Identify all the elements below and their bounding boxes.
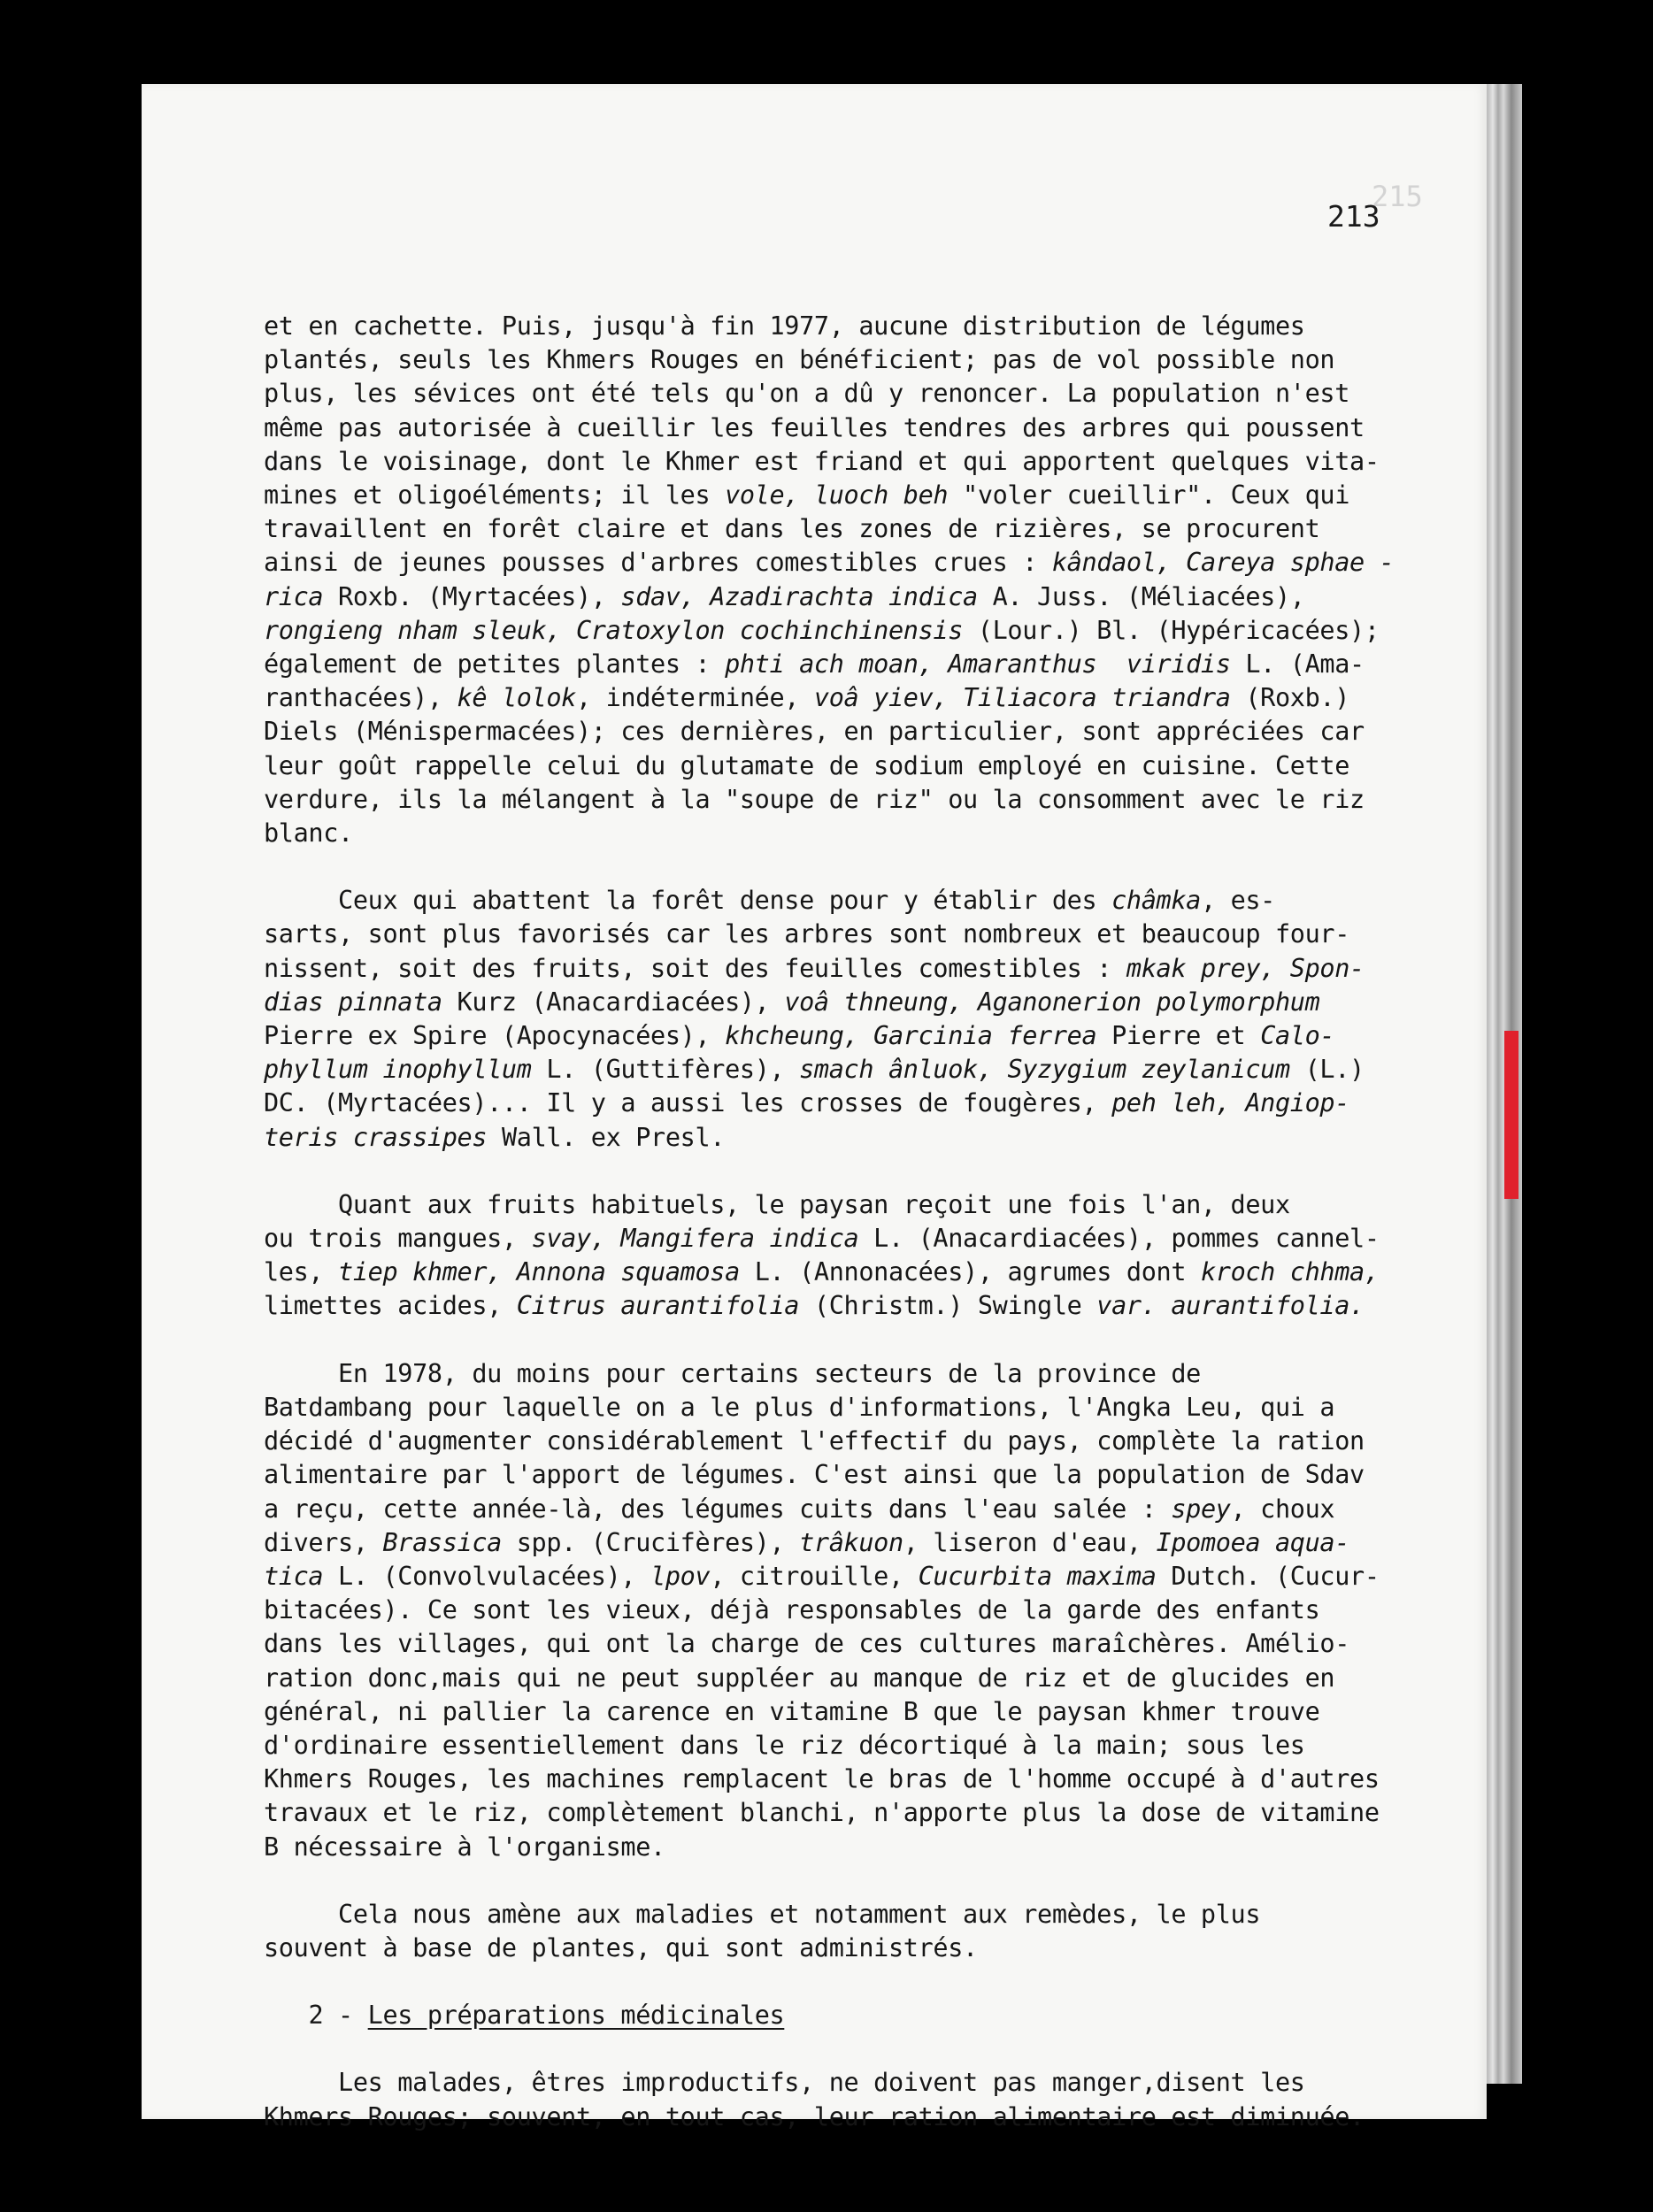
text-line: [264, 1053, 1485, 1087]
text-line: [264, 1493, 1485, 1526]
text-run: , es-: [1200, 886, 1275, 916]
text-run: et en cachette. Puis, jusqu'à fin 1977, aucune distribution de légumes: [264, 311, 1305, 341]
text-line: [264, 1289, 1485, 1323]
text-line: [264, 918, 1485, 951]
body-text: [264, 310, 1485, 2134]
text-run: , choux: [1230, 1494, 1335, 1524]
text-run: B nécessaire à l'organisme.: [264, 1832, 665, 1862]
text-run: souvent à base de plantes, qui sont administrés.: [264, 1932, 978, 1962]
text-run: Cela nous amène aux maladies et notamment aux remèdes, le plus: [264, 1899, 1261, 1929]
text-run: L. (Convolvulacées),: [323, 1561, 651, 1591]
italic-term: Cucurbita maxima: [918, 1561, 1157, 1591]
text-run: mines et oligoéléments; il les: [264, 480, 726, 511]
text-line: [264, 952, 1485, 986]
text-line: [264, 1357, 1485, 1391]
text-line: [264, 1627, 1485, 1661]
text-run: travaillent en forêt claire et dans les zones de rizières, se procurent: [264, 514, 1320, 544]
ghost-page-number: 215: [1372, 180, 1423, 213]
text-run: (Christm.) Swingle: [799, 1291, 1097, 1321]
text-run: , indéterminée,: [575, 683, 814, 713]
text-run: ranthacées),: [264, 683, 457, 713]
text-run: spp. (Crucifères),: [501, 1527, 800, 1557]
italic-term: var. aurantifolia.: [1096, 1291, 1365, 1321]
italic-term: kroch chhma,: [1200, 1257, 1380, 1287]
text-line: [264, 2101, 1485, 2134]
text-run: L. (Annonacées), agrumes dont: [739, 1257, 1201, 1287]
text-run: Pierre et: [1096, 1021, 1261, 1051]
text-run: blanc.: [264, 818, 353, 849]
text-run: Diels (Ménispermacées); ces dernières, en particulier, sont appréciées car: [264, 717, 1365, 747]
text-line: [264, 817, 1485, 850]
text-line: [264, 1560, 1485, 1594]
text-run: a reçu, cette année-là, des légumes cuits dans l'eau salée :: [264, 1494, 1172, 1524]
text-line: [264, 1526, 1485, 1560]
text-line: [264, 884, 1485, 918]
text-line: [264, 2066, 1485, 2100]
text-line: [264, 343, 1485, 377]
paragraph-gap: [264, 1965, 1485, 1999]
page-number: 213: [1327, 199, 1380, 234]
text-run: (Lour.) Bl. (Hypéricacées);: [963, 615, 1380, 645]
text-run: A. Juss. (Méliacées),: [977, 581, 1305, 611]
italic-term: châmka: [1111, 886, 1201, 916]
paragraph-gap: [264, 2032, 1485, 2066]
section-heading-number: 2 -: [308, 2001, 368, 2031]
text-run: Dutch. (Cucur-: [1156, 1561, 1380, 1591]
text-run: Khmers Rouges; souvent, en tout cas, leur ration alimentaire est diminuée.: [264, 2101, 1365, 2131]
text-line: [264, 1019, 1485, 1053]
text-line: [264, 1662, 1485, 1695]
text-run: divers,: [264, 1527, 383, 1557]
italic-term: Ipomoea aqua-: [1156, 1527, 1350, 1557]
text-line: [264, 1763, 1485, 1796]
text-run: même pas autorisée à cueillir les feuilles tendres des arbres qui poussent: [264, 412, 1365, 442]
italic-term: spey: [1171, 1494, 1231, 1524]
text-line: [264, 1898, 1485, 1932]
italic-term: tica: [264, 1561, 324, 1591]
text-line: [264, 648, 1485, 681]
text-run: d'ordinaire essentiellement dans le riz décortiqué à la main; sous les: [264, 1730, 1305, 1760]
text-run: Quant aux fruits habituels, le paysan reçoit une fois l'an, deux: [264, 1189, 1290, 1219]
paragraph-gap: [264, 1864, 1485, 1898]
text-run: dans le voisinage, dont le Khmer est friand et qui apportent quelques vita-: [264, 446, 1380, 476]
text-line: [264, 546, 1485, 580]
text-run: (Roxb.): [1230, 683, 1350, 713]
text-run: L. (Guttifères),: [531, 1055, 800, 1085]
text-line: [264, 1425, 1485, 1458]
text-run: , liseron d'eau,: [903, 1527, 1157, 1557]
text-line: [264, 681, 1485, 715]
text-run: Les malades, êtres improductifs, ne doivent pas manger,disent les: [264, 2068, 1305, 2098]
italic-term: sdav, Azadirachta indica: [620, 581, 978, 611]
text-run: plus, les sévices ont été tels qu'on a dû y renoncer. La population n'est: [264, 379, 1350, 409]
text-line: [264, 1121, 1485, 1155]
text-line: [264, 1087, 1485, 1120]
text-line: [264, 411, 1485, 445]
text-run: Roxb. (Myrtacées),: [323, 581, 621, 611]
text-run: L. (Ama-: [1230, 649, 1365, 680]
italic-term: kândaol, Careya sphae -: [1051, 548, 1395, 578]
paragraph-gap: [264, 1324, 1485, 1357]
italic-term: rica: [264, 581, 324, 611]
italic-term: smach ânluok, Syzygium zeylanicum: [799, 1055, 1290, 1085]
text-run: "voler cueillir". Ceux qui: [948, 480, 1350, 511]
text-line: [264, 1695, 1485, 1729]
text-run: Batdambang pour laquelle on a le plus d'informations, l'Angka Leu, qui a: [264, 1392, 1335, 1422]
red-bookmark-tab: [1504, 1031, 1518, 1199]
italic-term: peh leh, Angiop-: [1111, 1088, 1350, 1118]
text-line: [264, 1222, 1485, 1256]
text-run: , citrouille,: [710, 1561, 919, 1591]
italic-term: phyllum inophyllum: [264, 1055, 532, 1085]
italic-term: dias pinnata: [264, 987, 442, 1017]
text-line: [264, 614, 1485, 648]
text-line: [264, 1391, 1485, 1425]
italic-term: voâ yiev, Tiliacora triandra: [813, 683, 1231, 713]
text-line: [264, 1188, 1485, 1222]
text-run: ration donc,mais qui ne peut suppléer au manque de riz et de glucides en: [264, 1663, 1335, 1693]
section-heading-title: Les préparations médicinales: [367, 2001, 785, 2031]
text-run: décidé d'augmenter considérablement l'effectif du pays, complète la ration: [264, 1426, 1365, 1456]
text-run: plantés, seuls les Khmers Rouges en bénéficient; pas de vol possible non: [264, 345, 1335, 375]
text-run: général, ni pallier la carence en vitamine B que le paysan khmer trouve: [264, 1696, 1320, 1726]
text-line: [264, 512, 1485, 546]
text-run: Wall. ex Presl.: [487, 1122, 726, 1152]
text-run: Kurz (Anacardiacées),: [442, 987, 785, 1017]
text-line: [264, 1594, 1485, 1627]
italic-term: phti ach moan, Amaranthus viridis: [725, 649, 1231, 680]
italic-term: khcheung, Garcinia ferrea: [725, 1021, 1097, 1051]
text-run: nissent, soit des fruits, soit des feuilles comestibles :: [264, 953, 1126, 983]
italic-term: lpov: [650, 1561, 711, 1591]
text-line: [264, 1932, 1485, 1965]
text-run: [264, 2001, 308, 2030]
text-run: ainsi de jeunes pousses d'arbres comestibles crues :: [264, 548, 1052, 578]
italic-term: voâ thneung, Aganonerion polymorphum: [784, 987, 1320, 1017]
text-line: [264, 1796, 1485, 1830]
text-run: Ceux qui abattent la forêt dense pour y établir des: [264, 886, 1112, 916]
text-run: sarts, sont plus favorisés car les arbres sont nombreux et beaucoup four-: [264, 919, 1350, 949]
paragraph-gap: [264, 1155, 1485, 1188]
text-run: les,: [264, 1257, 339, 1287]
text-line: [264, 580, 1485, 614]
text-run: L. (Anacardiacées), pommes cannel-: [858, 1224, 1380, 1254]
text-run: également de petites plantes :: [264, 649, 726, 680]
italic-term: svay, Mangifera indica: [531, 1224, 859, 1254]
text-run: travaux et le riz, complètement blanchi, n'apporte plus la dose de vitamine: [264, 1798, 1380, 1828]
text-run: (L.): [1289, 1055, 1365, 1085]
text-line: [264, 1999, 1485, 2032]
italic-term: Calo-: [1260, 1021, 1335, 1051]
italic-term: Brassica: [382, 1527, 502, 1557]
text-run: bitacées). Ce sont les vieux, déjà responsables de la garde des enfants: [264, 1595, 1320, 1625]
text-line: [264, 1256, 1485, 1289]
text-line: [264, 479, 1485, 512]
text-run: Khmers Rouges, les machines remplacent le bras de l'homme occupé à d'autres: [264, 1764, 1380, 1794]
italic-term: tiep khmer, Annona squamosa: [338, 1257, 740, 1287]
text-run: dans les villages, qui ont la charge de ces cultures maraîchères. Amélio-: [264, 1629, 1350, 1659]
italic-term: mkak prey, Spon-: [1126, 953, 1365, 983]
document-page: [142, 84, 1487, 2131]
text-run: En 1978, du moins pour certains secteurs de la province de: [264, 1358, 1201, 1388]
text-line: [264, 986, 1485, 1019]
text-line: [264, 715, 1485, 749]
text-line: [264, 310, 1485, 343]
text-line: [264, 1831, 1485, 1864]
text-run: Pierre ex Spire (Apocynacées),: [264, 1021, 726, 1051]
text-line: [264, 1729, 1485, 1763]
text-run: leur goût rappelle celui du glutamate de sodium employé en cuisine. Cette: [264, 750, 1350, 780]
italic-term: kê lolok: [457, 683, 576, 713]
italic-term: Citrus aurantifolia: [516, 1291, 800, 1321]
text-run: DC. (Myrtacées)... Il y a aussi les crosses de fougères,: [264, 1088, 1112, 1118]
text-run: ou trois mangues,: [264, 1224, 532, 1254]
text-line: [264, 749, 1485, 783]
text-line: [264, 783, 1485, 817]
text-line: [264, 445, 1485, 479]
text-line: [264, 377, 1485, 411]
paragraph-gap: [264, 850, 1485, 884]
text-run: limettes acides,: [264, 1291, 517, 1321]
italic-term: teris crassipes: [264, 1122, 488, 1152]
text-run: alimentaire par l'apport de légumes. C'est ainsi que la population de Sdav: [264, 1460, 1365, 1490]
italic-term: trâkuon: [799, 1527, 903, 1557]
text-run: verdure, ils la mélangent à la "soupe de riz" ou la consomment avec le riz: [264, 784, 1365, 814]
italic-term: vole, luoch beh: [725, 480, 949, 511]
italic-term: rongieng nham sleuk, Cratoxylon cochinchinensis: [264, 615, 963, 645]
text-line: [264, 1458, 1485, 1492]
